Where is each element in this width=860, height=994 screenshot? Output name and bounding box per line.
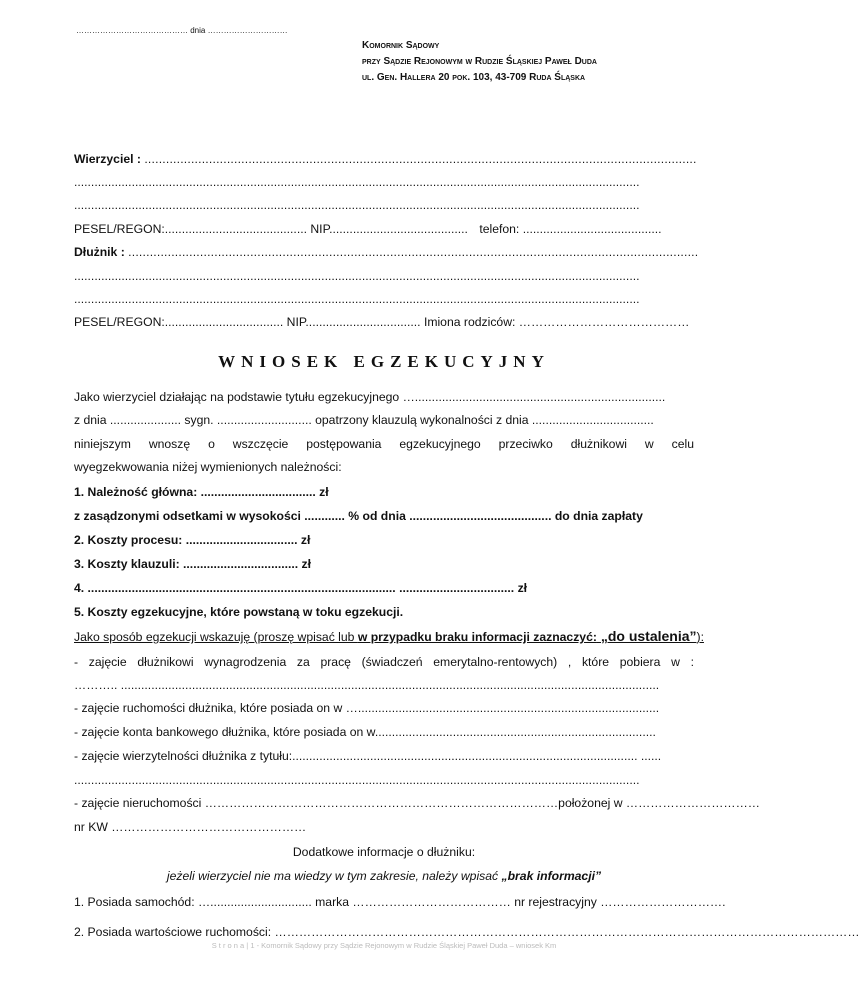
claim-interest[interactable]: z zasądzonymi odsetkami w wysokości ............ % od dnia .......................................... do dnia zapłaty bbox=[74, 509, 643, 523]
method-intro-end: ): bbox=[696, 630, 704, 644]
method-intro-undetermined: „do ustalenia” bbox=[596, 628, 697, 644]
wage-garnishment-line bbox=[74, 655, 694, 669]
bailiff-header bbox=[362, 38, 597, 86]
creditor-phone-field[interactable]: telefon: ......................................... bbox=[479, 222, 662, 236]
word: - bbox=[74, 655, 79, 669]
additional-info-heading: Dodatkowe informacje o dłużniku: bbox=[292, 845, 476, 859]
word: przeciwko bbox=[498, 437, 553, 451]
creditor-pesel-field[interactable]: PESEL/REGON:.......................................... bbox=[74, 222, 307, 236]
document-title: WNIOSEK EGZEKUCYJNY bbox=[218, 352, 550, 371]
creditor-label: Wierzyciel : bbox=[74, 152, 141, 166]
movables-seizure-field[interactable]: - zajęcie ruchomości dłużnika, które posiada on w …......................................................................................... bbox=[74, 701, 660, 715]
word: (świadczeń bbox=[361, 655, 423, 669]
method-intro-bold: w przypadku braku informacji zaznaczyć: bbox=[357, 630, 597, 644]
word: które bbox=[581, 655, 610, 669]
method-intro-text: Jako sposób egzekucji wskazuję (proszę wpisać lub bbox=[74, 630, 358, 644]
date-line: …………………………………… dnia ………………………… bbox=[76, 26, 288, 35]
claim-other[interactable]: 4. ........................................................................................... .................................. zł bbox=[74, 581, 528, 595]
creditor-line[interactable] bbox=[74, 152, 697, 166]
request-line bbox=[74, 437, 694, 451]
word: wszczęcie bbox=[232, 437, 289, 451]
title-basis-line[interactable]: Jako wierzyciel działając na podstawie tytułu egzekucyjnego ….......................................................................... bbox=[74, 390, 666, 404]
additional-info-note bbox=[0, 869, 768, 883]
claim-clause-costs[interactable]: 3. Koszty klauzuli: .................................. zł bbox=[74, 557, 312, 571]
word: postępowania bbox=[306, 437, 382, 451]
note-text: jeżeli wierzyciel nie ma wiedzy w tym zakresie, należy wpisać bbox=[166, 869, 502, 883]
receivables-seizure-field[interactable]: - zajęcie wierzytelności dłużnika z tytułu:...................................................................................................... ...... bbox=[74, 749, 662, 763]
creditor-ids-line bbox=[74, 222, 662, 236]
word: , bbox=[567, 655, 572, 669]
claim-principal[interactable]: 1. Należność główna: .................................. zł bbox=[74, 485, 329, 499]
debtor-address-line-2[interactable]: ....................................................................................................................................................................... bbox=[74, 292, 640, 306]
creditor-name-field[interactable]: .......................................................................................................................................................... bbox=[144, 152, 697, 166]
debtor-parents-field[interactable]: Imiona rodziców: …………………………………… bbox=[423, 315, 690, 329]
claim-enforcement-costs: 5. Koszty egzekucyjne, które powstaną w toku egzekucji. bbox=[74, 605, 404, 619]
valuables-info-field[interactable]: 2. Posiada wartościowe ruchomości: ……………………………………………………………………………………………………………………………… bbox=[74, 925, 860, 939]
word: dłużnikowi bbox=[137, 655, 194, 669]
request-line-end: wyegzekwowania niżej wymienionych należności: bbox=[74, 460, 342, 474]
word: w bbox=[671, 655, 680, 669]
land-register-field[interactable]: nr KW ………………………………………… bbox=[74, 820, 307, 834]
real-estate-field[interactable]: - zajęcie nieruchomości …………………………………………………………………………… bbox=[74, 796, 559, 810]
debtor-line[interactable] bbox=[74, 245, 698, 259]
word: egzekucyjnego bbox=[399, 437, 481, 451]
word: za bbox=[296, 655, 310, 669]
word: : bbox=[690, 655, 694, 669]
word: w bbox=[644, 437, 654, 451]
employer-field[interactable]: ……….. ............................................................................................................................................................... bbox=[74, 678, 660, 692]
debtor-nip-field[interactable]: NIP.................................. bbox=[286, 315, 421, 329]
debtor-address-line-1[interactable]: ....................................................................................................................................................................... bbox=[74, 269, 640, 283]
word: zajęcie bbox=[88, 655, 127, 669]
word: wnoszę bbox=[148, 437, 191, 451]
header-line-3: ul. Gen. Hallera 20 pok. 103, 43-709 Ruda Śląska bbox=[362, 72, 586, 83]
debtor-ids-line bbox=[74, 315, 689, 329]
word: celu bbox=[671, 437, 694, 451]
word: pracę bbox=[320, 655, 351, 669]
creditor-nip-field[interactable]: NIP......................................... bbox=[310, 222, 468, 236]
word: o bbox=[208, 437, 215, 451]
claim-trial-costs[interactable]: 2. Koszty procesu: ................................. zł bbox=[74, 533, 311, 547]
word: pobiera bbox=[619, 655, 661, 669]
header-line-1: Komornik Sądowy bbox=[362, 40, 440, 51]
word: wynagrodzenia bbox=[204, 655, 287, 669]
header-line-2: przy Sądzie Rejonowym w Rudzie Śląskiej Paweł Duda bbox=[362, 56, 597, 67]
debtor-label: Dłużnik : bbox=[74, 245, 125, 259]
creditor-address-line-2[interactable]: ....................................................................................................................................................................... bbox=[74, 198, 640, 212]
creditor-address-line-1[interactable]: ....................................................................................................................................................................... bbox=[74, 175, 640, 189]
real-estate-location-field[interactable]: położonej w …………………………… bbox=[558, 796, 760, 810]
real-estate-seizure-line[interactable] bbox=[74, 796, 760, 810]
note-no-information: „brak informacji” bbox=[501, 869, 602, 883]
receivables-seizure-field-2[interactable]: ....................................................................................................................................................................... bbox=[74, 773, 640, 787]
debtor-pesel-field[interactable]: PESEL/REGON:................................... bbox=[74, 315, 284, 329]
word: niniejszym bbox=[74, 437, 131, 451]
bank-account-seizure-field[interactable]: - zajęcie konta bankowego dłużnika, które posiada on w................................................................................... bbox=[74, 725, 656, 739]
page-footer: S t r o n a | 1 - Komornik Sądowy przy Sądzie Rejonowym w Rudzie Śląskiej Paweł Duda – wniosek Km bbox=[211, 941, 557, 950]
debtor-name-field[interactable]: ............................................................................................................................................................... bbox=[128, 245, 699, 259]
title-date-line[interactable]: z dnia ..................... sygn. ............................ opatrzony klauzulą wykonalności z dnia .................................... bbox=[74, 413, 654, 427]
word: dłużnikowi bbox=[570, 437, 627, 451]
method-intro bbox=[74, 628, 704, 644]
car-info-field[interactable]: 1. Posiada samochód: ….............................. marka ………………………………… nr rejestracyjny …………………………. bbox=[74, 895, 726, 909]
word: emerytalno-rentowych) bbox=[433, 655, 558, 669]
